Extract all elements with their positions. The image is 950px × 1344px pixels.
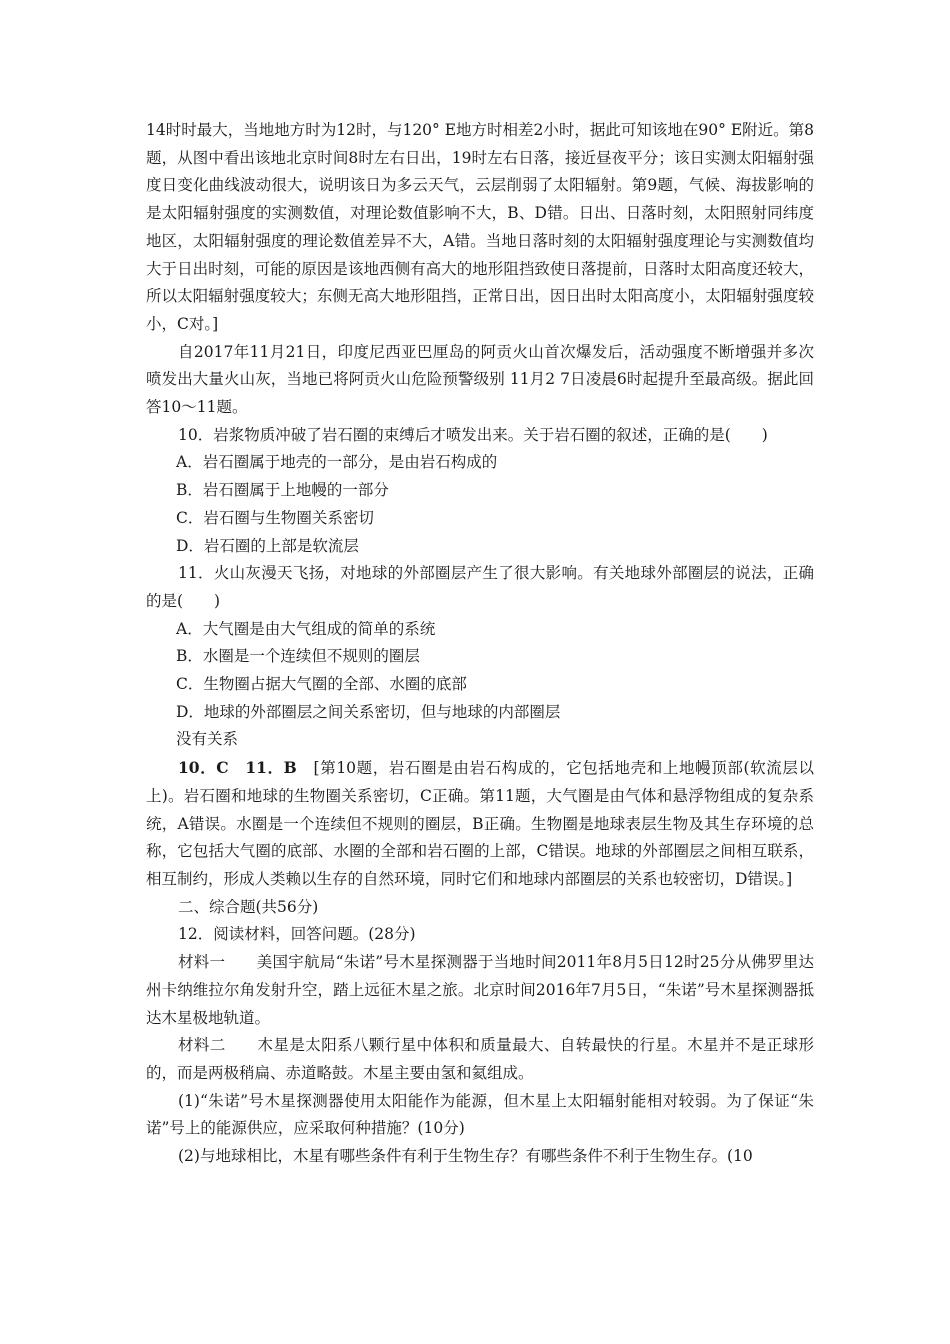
paragraph-exp-8-9-cont: 14时时最大，当地地方时为12时，与120° E地方时相差2小时，据此可知该地在90° E附近。第8题，从图中看出该地北京时间8时左右日出，19时左右日落，接近昼夜平分；该日实测太阳辐射强度日变化曲线波动很大，说明该日为多云天气，云层削弱了太阳辐射。第9题，气候、海拔影响的是太阳辐射强度的实测数值，对理论数值影响不大，B、D错。日出、日落时刻，太阳照射同纬度地区，太阳辐射强度的理论数值差异不大，A错。当地日落时刻的太阳辐射强度理论与实测数值均大于日出时刻，可能的原因是该地西侧有高大的地形阻挡致使日落提前，日落时太阳高度还较大，所以太阳辐射强度较大；东侧无高大地形阻挡，正常日出，因日出时太阳高度小，太阳辐射强度较小，C对。] [146,121,814,333]
document-body [146,117,814,1171]
paragraph-q11: 11．火山灰漫天飞扬，对地球的外部圈层产生了很大影响。有关地球外部圈层的说法，正确的是( ) [146,564,814,610]
paragraph-q12-2: (2)与地球相比，木星有哪些条件有利于生物生存？有哪些条件不利于生物生存。(10 [178,1147,753,1166]
paragraph-q10: 10．岩浆物质冲破了岩石圈的束缚后才喷发出来。关于岩石圈的叙述，正确的是( ) [178,425,768,444]
paragraph-q12-1: (1)“朱诺”号木星探测器使用太阳能作为能源，但木星上太阳辐射能相对较弱。为了保证“朱诺”号上的能源供应，应采取何种措施？(10分) [146,1091,814,1138]
paragraph-q12: 12．阅读材料，回答问题。(28分) [178,925,416,944]
paragraph-material-2: 材料二 木星是太阳系八颗行星中体积和质量最大、自转最快的行星。木星并不是正球形的，而是两极稍扁、赤道略鼓。木星主要由氢和氦组成。 [146,1036,814,1082]
answer-key: 10．C 11．B [178,758,297,778]
paragraph-material-1: 材料一 美国宇航局“朱诺”号木星探测器于当地时间2011年8月5日12时25分从佛罗里达州卡纳维拉尔角发射升空，踏上远征木星之旅。北京时间2016年7月5日，“朱诺”号木星探测器抵达木星极地轨道。 [146,953,814,1027]
paragraph-passage-10-11: 自2017年11月21日，印度尼西亚巴厘岛的阿贡火山首次爆发后，活动强度不断增强并多次喷发出大量火山灰，当地已将阿贡火山危险预警级别 11月2 7日凌晨6时起提升至最高级。据此回答10～11题。 [146,342,814,417]
paragraph-ans-10-11 [146,754,814,894]
answer-explanation: [第10题，岩石圈是由岩石构成的，它包括地壳和上地幔顶部(软流层以上)。岩石圈和地球的生物圈关系密切，C正确。第11题，大气圈是由气体和悬浮物组成的复杂系统，A错误。水圈是一个连续但不规则的圈层，B正确。生物圈是地球表层生物及其生存环境的总称，它包括大气圈的底部、水圈的全部和岩石圈的上部，C错误。地球的外部圈层之间相互联系，相互制约，形成人类赖以生存的自然环境，同时它们和地球内部圈层的关系也较密切，D错误。] [146,759,815,888]
paragraph-q10-c: C．岩石圈与生物圈关系密切 [176,508,374,527]
paragraph-q11-d: D．地球的外部圈层之间关系密切，但与地球的内部圈层 [176,702,561,721]
paragraph-q10-a: A．岩石圈属于地壳的一部分，是由岩石构成的 [176,453,498,472]
paragraph-q11-b: B．水圈是一个连续但不规则的圈层 [176,647,420,666]
paragraph-section-2: 二、综合题(共56分) [178,897,319,916]
paragraph-q11-c: C．生物圈占据大气圈的全部、水圈的底部 [176,675,467,694]
paragraph-q10-b: B．岩石圈属于上地幔的一部分 [176,481,389,500]
paragraph-q11-d-cont: 没有关系 [176,730,239,749]
paragraph-q11-a: A．大气圈是由大气组成的简单的系统 [176,619,436,638]
paragraph-q10-d: D．岩石圈的上部是软流层 [176,536,359,555]
